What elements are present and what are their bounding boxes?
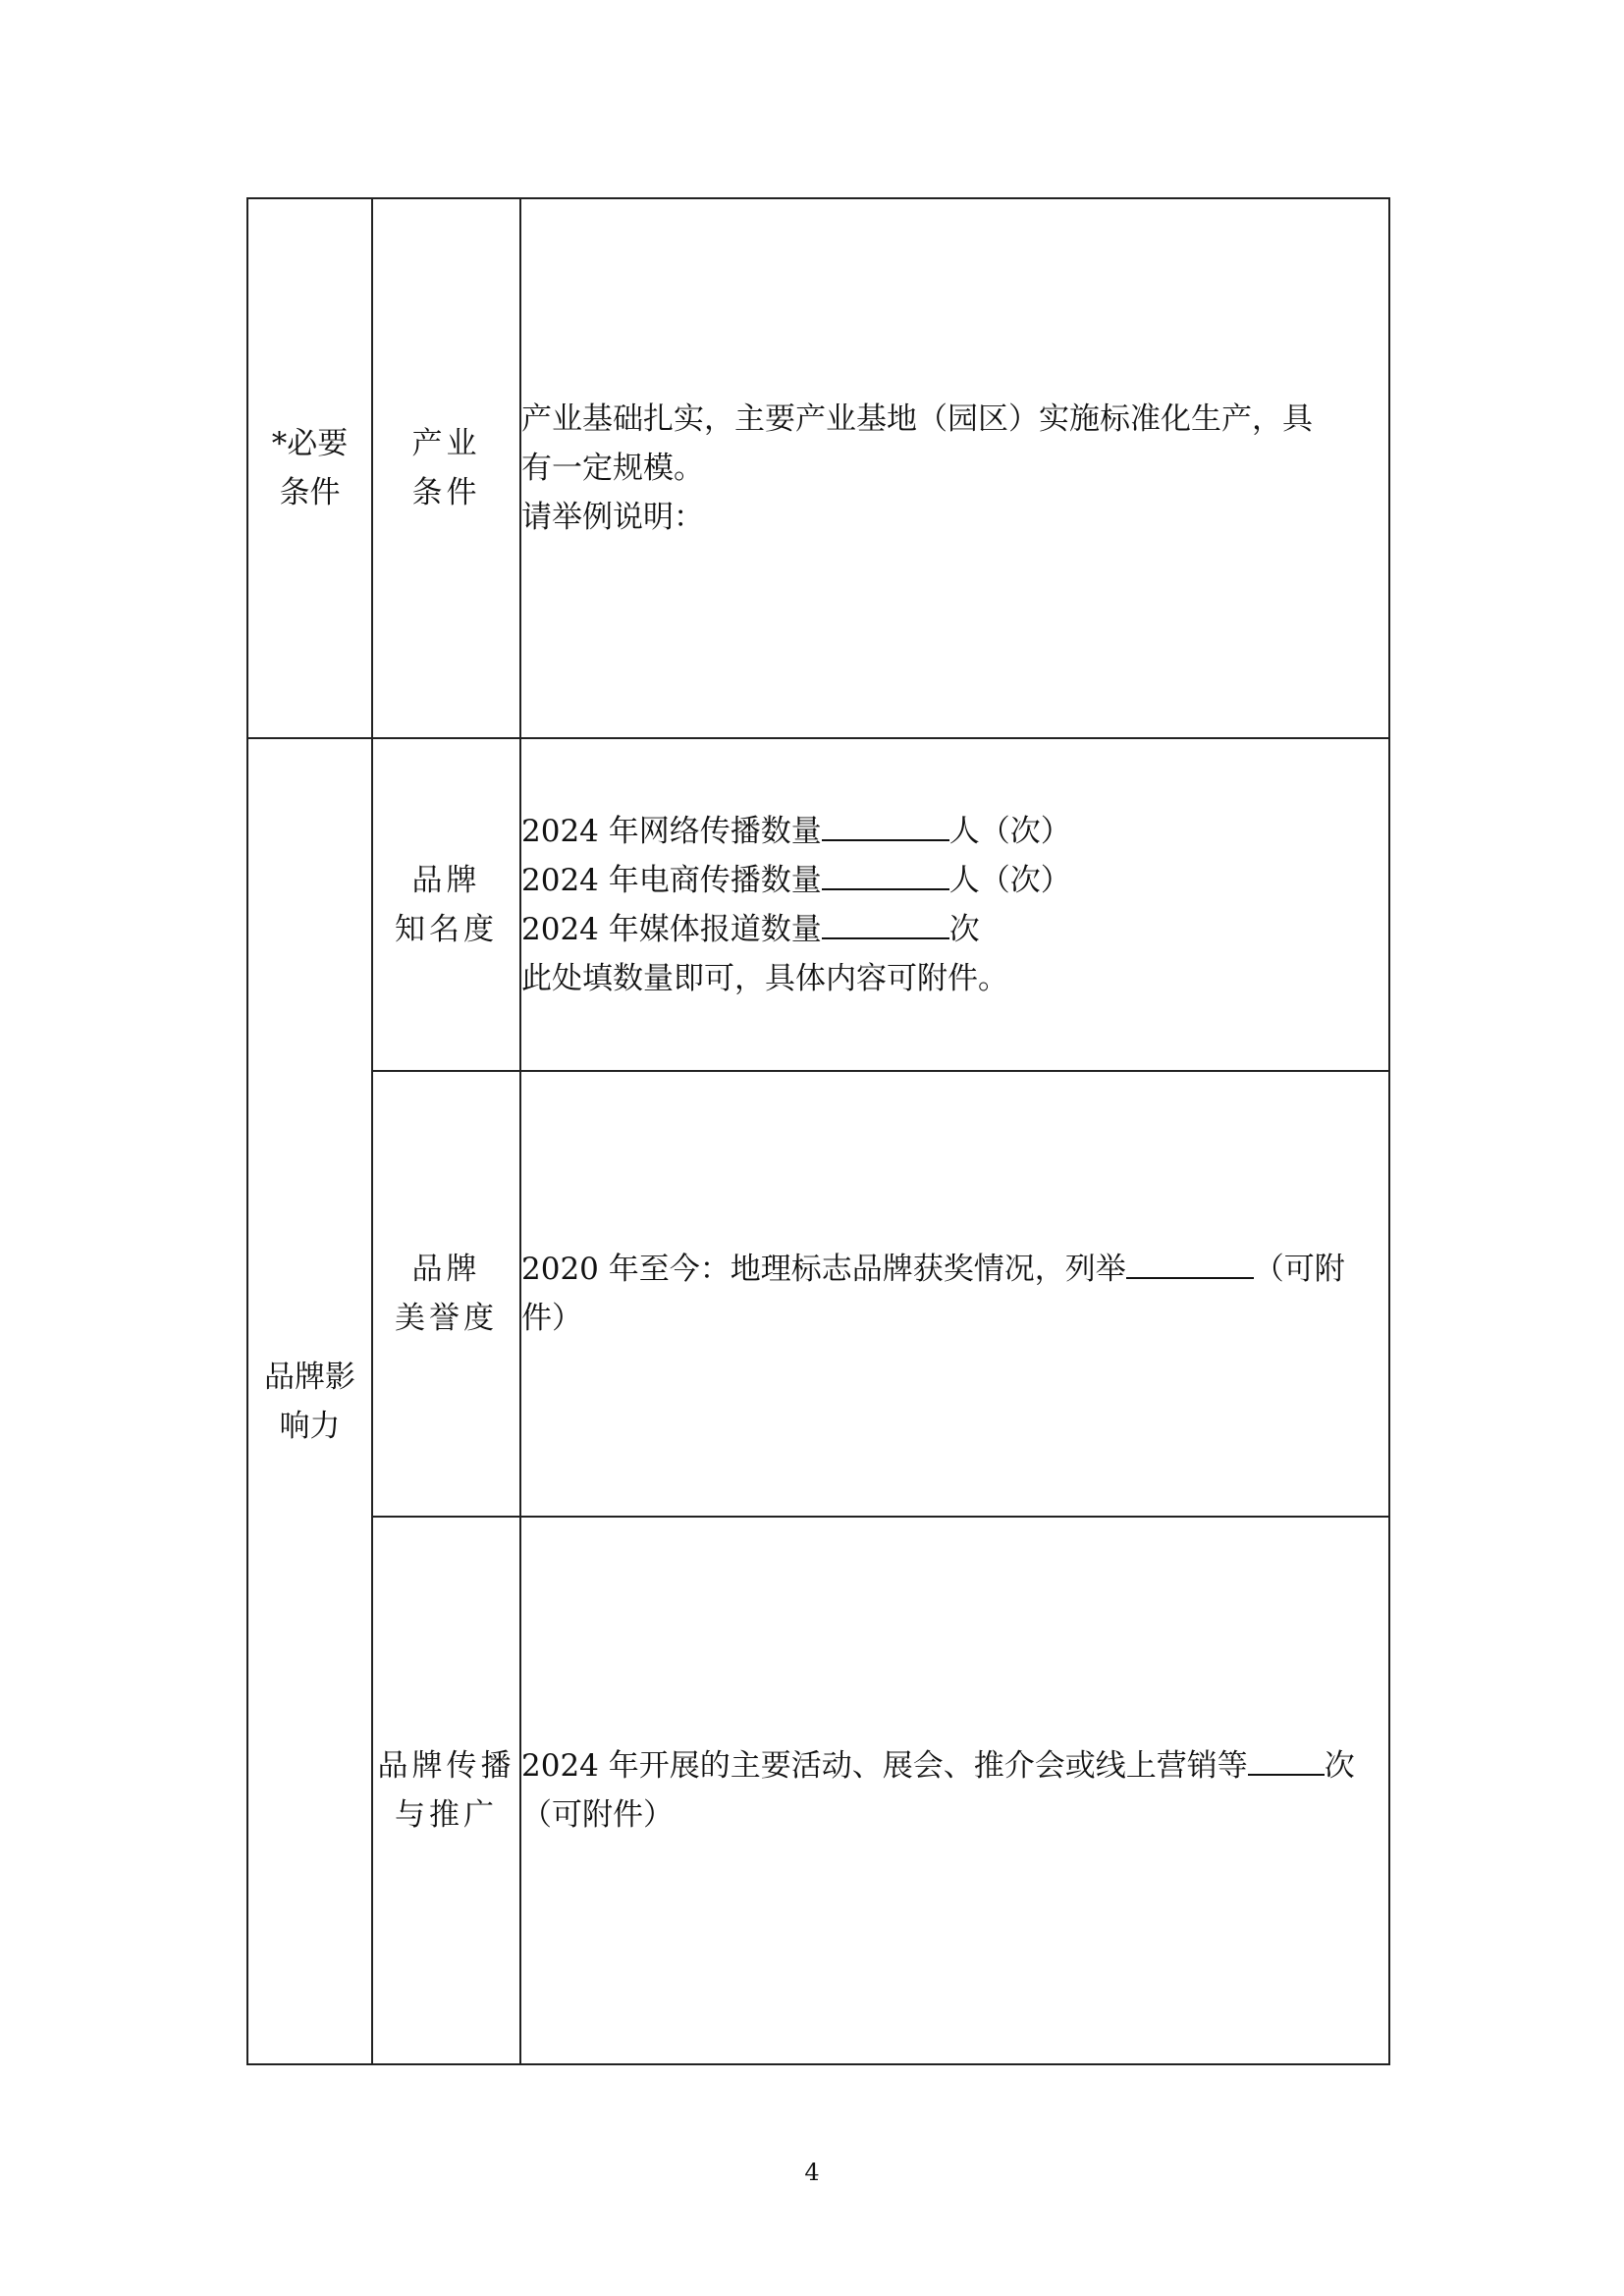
media-report-label: 2024 年媒体报道数量 [521,911,822,947]
item-label-line: 与推广 [395,1797,498,1833]
item-label-line: 品牌传播 [377,1748,515,1784]
promotion-blank[interactable] [1248,1744,1325,1776]
category-label-line: 条件 [279,475,341,510]
row-industry-conditions [247,198,1389,738]
online-spread-label: 2024 年网络传播数量 [521,813,822,849]
category-label-line: 响力 [279,1408,341,1444]
category-brand-influence [247,738,372,2064]
media-report-line [521,905,1388,954]
application-form-table [246,197,1390,2065]
promotion-line [521,1741,1388,1790]
media-report-blank[interactable] [822,908,949,939]
awards-blank[interactable] [1126,1248,1254,1279]
page-number: 4 [804,2159,820,2186]
item-brand-reputation [372,1071,520,1517]
ecommerce-spread-line [521,856,1388,905]
promotion-label: 2024 年开展的主要活动、展会、推介会或线上营销等 [521,1748,1248,1784]
item-label-line: 美誉度 [395,1301,498,1336]
awards-line [521,1245,1388,1294]
item-label-line: 品牌 [411,862,481,898]
row-brand-awareness [247,738,1389,1071]
content-line: 请举例说明： [521,500,704,535]
item-brand-awareness [372,738,520,1071]
item-industry-conditions [372,198,520,738]
ecommerce-spread-label: 2024 年电商传播数量 [521,862,822,898]
brand-promotion-content [520,1517,1389,2064]
awards-label: 2020 年至今：地理标志品牌获奖情况，列举 [521,1252,1126,1287]
row-brand-promotion [247,1517,1389,2064]
media-report-unit: 次 [948,911,980,947]
item-brand-promotion [372,1517,520,2064]
promotion-line-continued: （可附件） [521,1797,674,1833]
item-label-line: 品牌 [411,1252,481,1287]
category-required-conditions [247,198,372,738]
ecommerce-spread-blank[interactable] [822,859,949,890]
content-line: 产业基础扎实，主要产业基地（园区）实施标准化生产，具 [521,401,1313,437]
industry-conditions-content[interactable] [520,198,1389,738]
brand-reputation-content [520,1071,1389,1517]
content-line: 有一定规模。 [521,451,704,486]
awards-suffix: （可附 [1253,1252,1345,1287]
item-label-line: 条件 [411,475,481,510]
online-spread-unit: 人（次） [948,813,1071,849]
promotion-unit: 次 [1324,1748,1355,1784]
item-label-line: 产业 [411,426,481,461]
online-spread-blank[interactable] [822,810,949,841]
ecommerce-spread-unit: 人（次） [948,862,1071,898]
category-label-line: 品牌影 [264,1359,355,1395]
row-brand-reputation [247,1071,1389,1517]
item-label-line: 知名度 [395,911,498,947]
awards-line-continued: 件） [521,1301,582,1336]
category-label-line: *必要 [271,426,349,461]
awareness-note: 此处填数量即可，具体内容可附件。 [521,960,1008,996]
online-spread-line [521,807,1388,856]
brand-awareness-content [520,738,1389,1071]
